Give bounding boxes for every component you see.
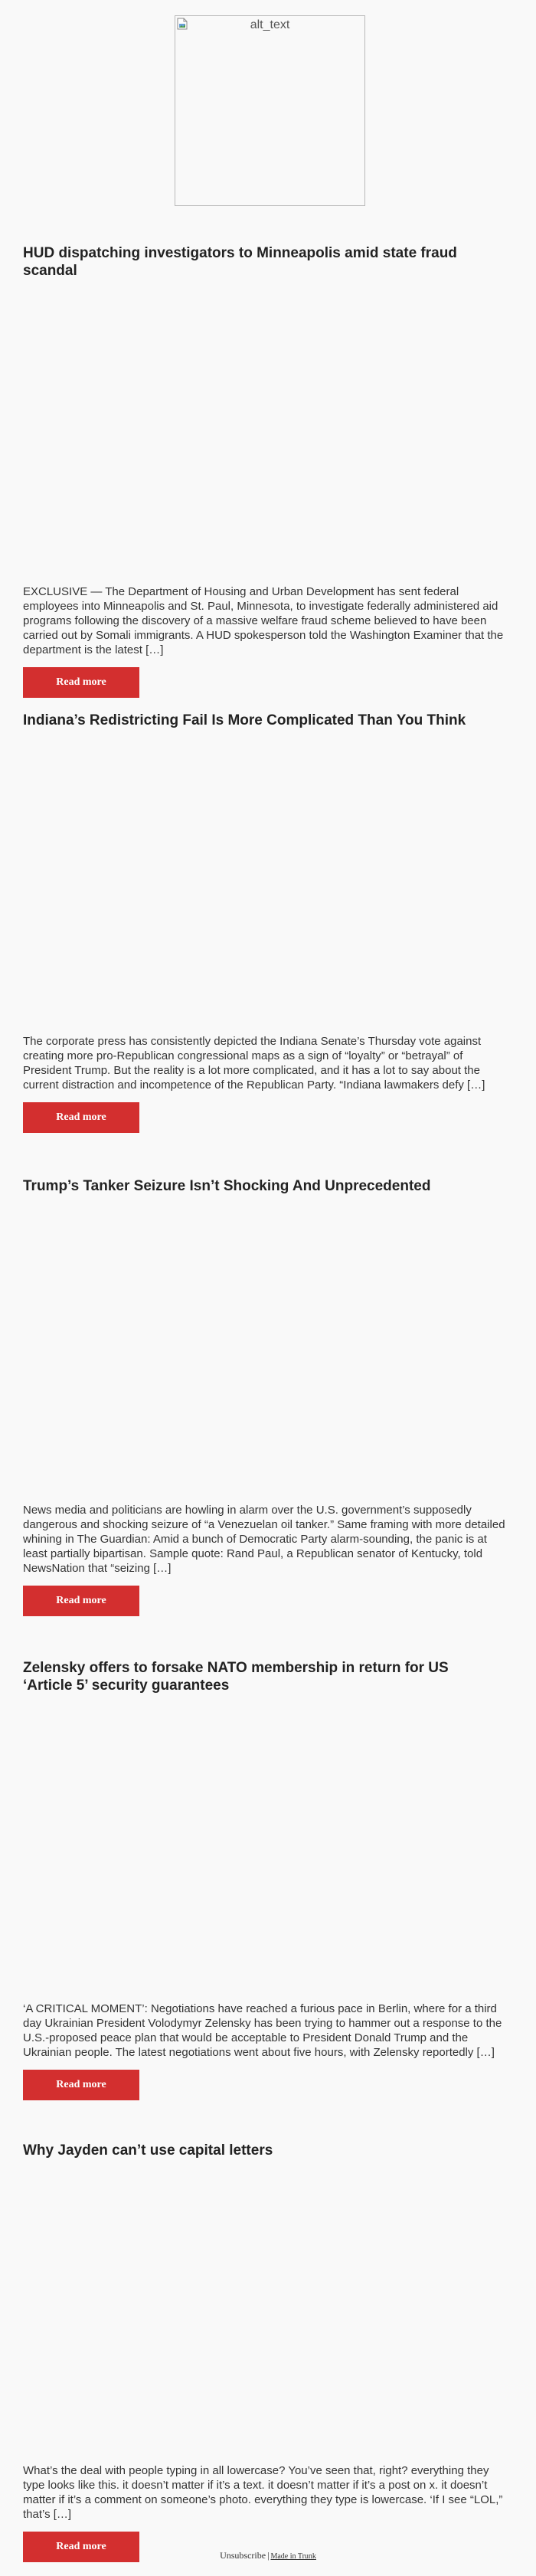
read-more-button[interactable]: Read more <box>23 2070 139 2100</box>
article-excerpt: ‘A CRITICAL MOMENT’: Negotiations have reached a furious pace in Berlin, where for a third day Ukrainian President Volodymyr Zelensky has been trying to hammer out a response to the U.S.-proposed peace plan that would be acceptable to President Donald Trump and the Ukrainian people. The latest negotiations went about five hours, with Zelensky reportedly […] <box>23 2002 502 2059</box>
article-excerpt: The corporate press has consistently depicted the Indiana Senate’s Thursday vote against creating more pro-Republican congressional maps as a sign of “loyalty” or “betrayal” of President Trump. But the reality is a lot more complicated, and it has a lot to say about the current distraction and incompetence of the Republican Party. “Indiana lawmakers defy […] <box>23 1035 485 1092</box>
article-1 <box>23 244 513 698</box>
read-more-button[interactable]: Read more <box>23 1586 139 1616</box>
made-in-trunk-link[interactable]: Made in Trunk <box>270 2552 316 2561</box>
header-image-alt-text: alt_text <box>250 18 290 31</box>
article-title[interactable]: Why Jayden can’t use capital letters <box>23 2142 273 2159</box>
read-more-button[interactable]: Read more <box>23 1102 139 1133</box>
article-4 <box>23 1659 513 2100</box>
read-more-button[interactable]: Read more <box>23 2532 139 2562</box>
unsubscribe-link[interactable]: Unsubscribe <box>220 2550 266 2561</box>
article-title[interactable]: Indiana’s Redistricting Fail Is More Complicated Than You Think <box>23 712 466 728</box>
header-image <box>175 15 365 206</box>
article-title[interactable]: Zelensky offers to forsake NATO membership in return for US ‘Article 5’ security guarantees <box>23 1660 449 1694</box>
article-image <box>23 729 513 1034</box>
article-image <box>23 280 513 584</box>
article-image <box>23 1195 513 1503</box>
article-excerpt: News media and politicians are howling in alarm over the U.S. government’s supposedly dangerous and shocking seizure of “a Venezuelan oil tanker.” Same framing with more detailed whining in The Guardian: Amid a bunch of Democratic Party alarm-sounding, the panic is at least partially bipartisan. Sample quote: Rand Paul, a Republican senator of Kentucky, told NewsNation that “seizing […] <box>23 1504 505 1575</box>
read-more-button[interactable]: Read more <box>23 667 139 698</box>
article-3 <box>23 1177 513 1616</box>
footer <box>0 2550 536 2561</box>
article-excerpt: What’s the deal with people typing in all lowercase? You’ve seen that, right? everything they type looks like this. it doesn’t matter if it’s a text. it doesn’t matter if it’s a post on x. it doesn’t matter if it’s a comment on someone’s photo. everything they type is lowercase. ‘If I see “LOL,” that’s […] <box>23 2464 503 2521</box>
article-2 <box>23 712 513 1133</box>
article-title[interactable]: Trump’s Tanker Seizure Isn’t Shocking And Unprecedented <box>23 1178 431 1194</box>
article-image <box>23 1694 513 2002</box>
article-5 <box>23 2142 513 2562</box>
article-excerpt: EXCLUSIVE — The Department of Housing and Urban Development has sent federal employees into Minneapolis and St. Paul, Minnesota, to investigate federally administered aid programs following the discovery of a massive welfare fraud scheme believed to have been carried out by Somali immigrants. A HUD spokesperson told the Washington Examiner that the department is the latest […] <box>23 585 504 656</box>
footer-separator: | <box>267 2550 270 2561</box>
article-image <box>23 2159 513 2463</box>
article-title[interactable]: HUD dispatching investigators to Minneapolis amid state fraud scandal <box>23 245 457 279</box>
